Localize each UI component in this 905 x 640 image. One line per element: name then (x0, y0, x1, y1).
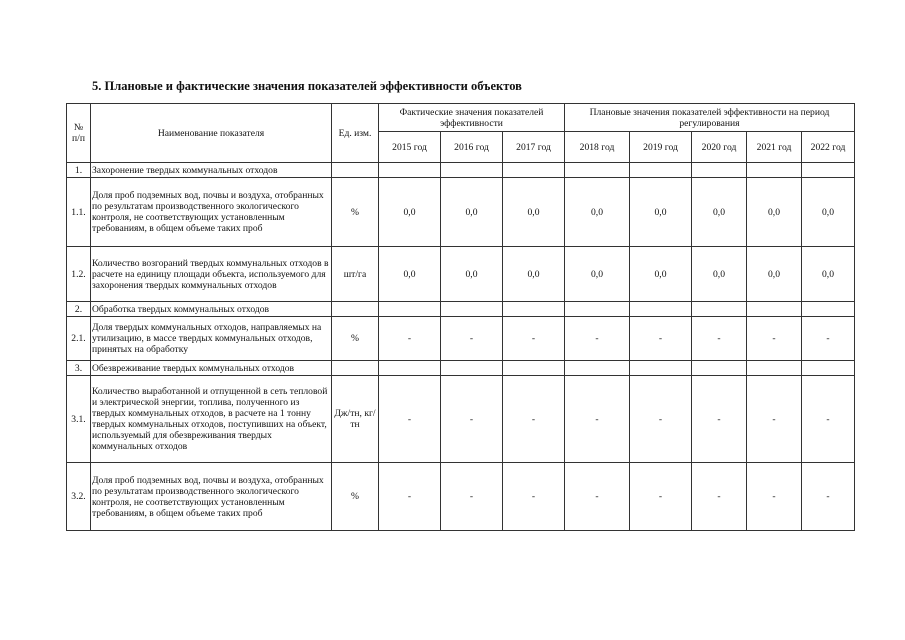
table-row (67, 178, 855, 247)
value-cell (747, 361, 802, 376)
value-cell: - (503, 317, 565, 361)
row-name: Доля проб подземных вод, почвы и воздуха, отобранных по результатам производственного экологического контроля, не соответствующих установленным требованиям, в общем объеме таких проб (91, 178, 332, 247)
value-cell (565, 302, 630, 317)
header-year: 2018 год (565, 132, 630, 163)
value-cell: 0,0 (747, 178, 802, 247)
value-cell: 0,0 (692, 178, 747, 247)
value-cell (503, 163, 565, 178)
header-year: 2021 год (747, 132, 802, 163)
value-cell (503, 361, 565, 376)
value-cell: - (503, 463, 565, 531)
value-cell: - (747, 376, 802, 463)
table-header (67, 104, 855, 163)
value-cell (503, 302, 565, 317)
row-num: 3. (67, 361, 91, 376)
header-fact-group: Фактические значения показателей эффективности (379, 104, 565, 132)
value-cell (379, 302, 441, 317)
value-cell: 0,0 (379, 178, 441, 247)
value-cell (379, 361, 441, 376)
header-plan-group: Плановые значения показателей эффективности на период регулирования (565, 104, 855, 132)
header-year: 2020 год (692, 132, 747, 163)
value-cell: - (802, 376, 855, 463)
value-cell: - (630, 376, 692, 463)
value-cell: - (692, 376, 747, 463)
header-num: № п/п (67, 104, 91, 163)
header-year: 2015 год (379, 132, 441, 163)
value-cell: 0,0 (503, 247, 565, 302)
row-name: Обработка твердых коммунальных отходов (91, 302, 332, 317)
value-cell: 0,0 (565, 247, 630, 302)
value-cell (565, 361, 630, 376)
value-cell: - (630, 317, 692, 361)
row-unit: Дж/тн, кг/тн (332, 376, 379, 463)
value-cell (692, 361, 747, 376)
row-unit (332, 361, 379, 376)
value-cell: - (565, 463, 630, 531)
value-cell (802, 361, 855, 376)
header-year: 2016 год (441, 132, 503, 163)
header-name: Наименование показателя (91, 104, 332, 163)
value-cell: 0,0 (630, 178, 692, 247)
value-cell: 0,0 (802, 247, 855, 302)
row-unit: % (332, 463, 379, 531)
value-cell: 0,0 (565, 178, 630, 247)
value-cell: - (441, 463, 503, 531)
value-cell: - (565, 376, 630, 463)
value-cell: - (565, 317, 630, 361)
value-cell: - (379, 463, 441, 531)
row-name: Количество выработанной и отпущенной в сеть тепловой и электрической энергии, топлива, полученного из твердых коммунальных отходов, в расчете на 1 тонну твердых коммунальных отходов, поступивших на объект, используемый для обезвреживания твердых коммунальных отходов (91, 376, 332, 463)
section-row (67, 361, 855, 376)
row-num: 1.1. (67, 178, 91, 247)
value-cell (802, 163, 855, 178)
value-cell (747, 302, 802, 317)
value-cell (630, 163, 692, 178)
table-row (67, 463, 855, 531)
row-num: 2. (67, 302, 91, 317)
table-row (67, 376, 855, 463)
header-year: 2017 год (503, 132, 565, 163)
value-cell (441, 361, 503, 376)
value-cell: - (692, 463, 747, 531)
value-cell: 0,0 (802, 178, 855, 247)
row-unit: % (332, 178, 379, 247)
value-cell: 0,0 (379, 247, 441, 302)
row-name: Доля проб подземных вод, почвы и воздуха, отобранных по результатам производственного экологического контроля, не соответствующих установленным требованиям, в общем объеме таких проб (91, 463, 332, 531)
table-body (67, 163, 855, 531)
header-unit: Ед. изм. (332, 104, 379, 163)
section-row (67, 302, 855, 317)
row-name: Доля твердых коммунальных отходов, направляемых на утилизацию, в массе твердых коммунальных отходов, принятых на обработку (91, 317, 332, 361)
table-row (67, 247, 855, 302)
value-cell (565, 163, 630, 178)
value-cell: 0,0 (441, 247, 503, 302)
row-unit (332, 302, 379, 317)
row-num: 1. (67, 163, 91, 178)
section-row (67, 163, 855, 178)
row-name: Количество возгораний твердых коммунальных отходов в расчете на единицу площади объекта, используемого для захоронения твердых коммунальных отходов (91, 247, 332, 302)
page-title: 5. Плановые и фактические значения показателей эффективности объектов (92, 79, 522, 93)
value-cell: - (802, 317, 855, 361)
row-num: 3.1. (67, 376, 91, 463)
value-cell: 0,0 (692, 247, 747, 302)
row-unit (332, 163, 379, 178)
row-unit: % (332, 317, 379, 361)
value-cell: - (441, 317, 503, 361)
value-cell: - (802, 463, 855, 531)
row-name: Захоронение твердых коммунальных отходов (91, 163, 332, 178)
table-row (67, 317, 855, 361)
value-cell (441, 302, 503, 317)
value-cell: 0,0 (441, 178, 503, 247)
value-cell (802, 302, 855, 317)
value-cell: - (747, 317, 802, 361)
row-num: 2.1. (67, 317, 91, 361)
value-cell: - (630, 463, 692, 531)
row-num: 3.2. (67, 463, 91, 531)
value-cell: 0,0 (747, 247, 802, 302)
value-cell (630, 361, 692, 376)
value-cell (379, 163, 441, 178)
value-cell (692, 302, 747, 317)
value-cell: 0,0 (630, 247, 692, 302)
value-cell (630, 302, 692, 317)
value-cell: - (747, 463, 802, 531)
value-cell: - (441, 376, 503, 463)
value-cell: - (503, 376, 565, 463)
value-cell (692, 163, 747, 178)
value-cell: - (692, 317, 747, 361)
value-cell: 0,0 (503, 178, 565, 247)
value-cell (441, 163, 503, 178)
row-unit: шт/га (332, 247, 379, 302)
header-year: 2022 год (802, 132, 855, 163)
header-year: 2019 год (630, 132, 692, 163)
value-cell: - (379, 376, 441, 463)
indicators-table (66, 103, 855, 531)
row-name: Обезвреживание твердых коммунальных отходов (91, 361, 332, 376)
value-cell: - (379, 317, 441, 361)
value-cell (747, 163, 802, 178)
row-num: 1.2. (67, 247, 91, 302)
